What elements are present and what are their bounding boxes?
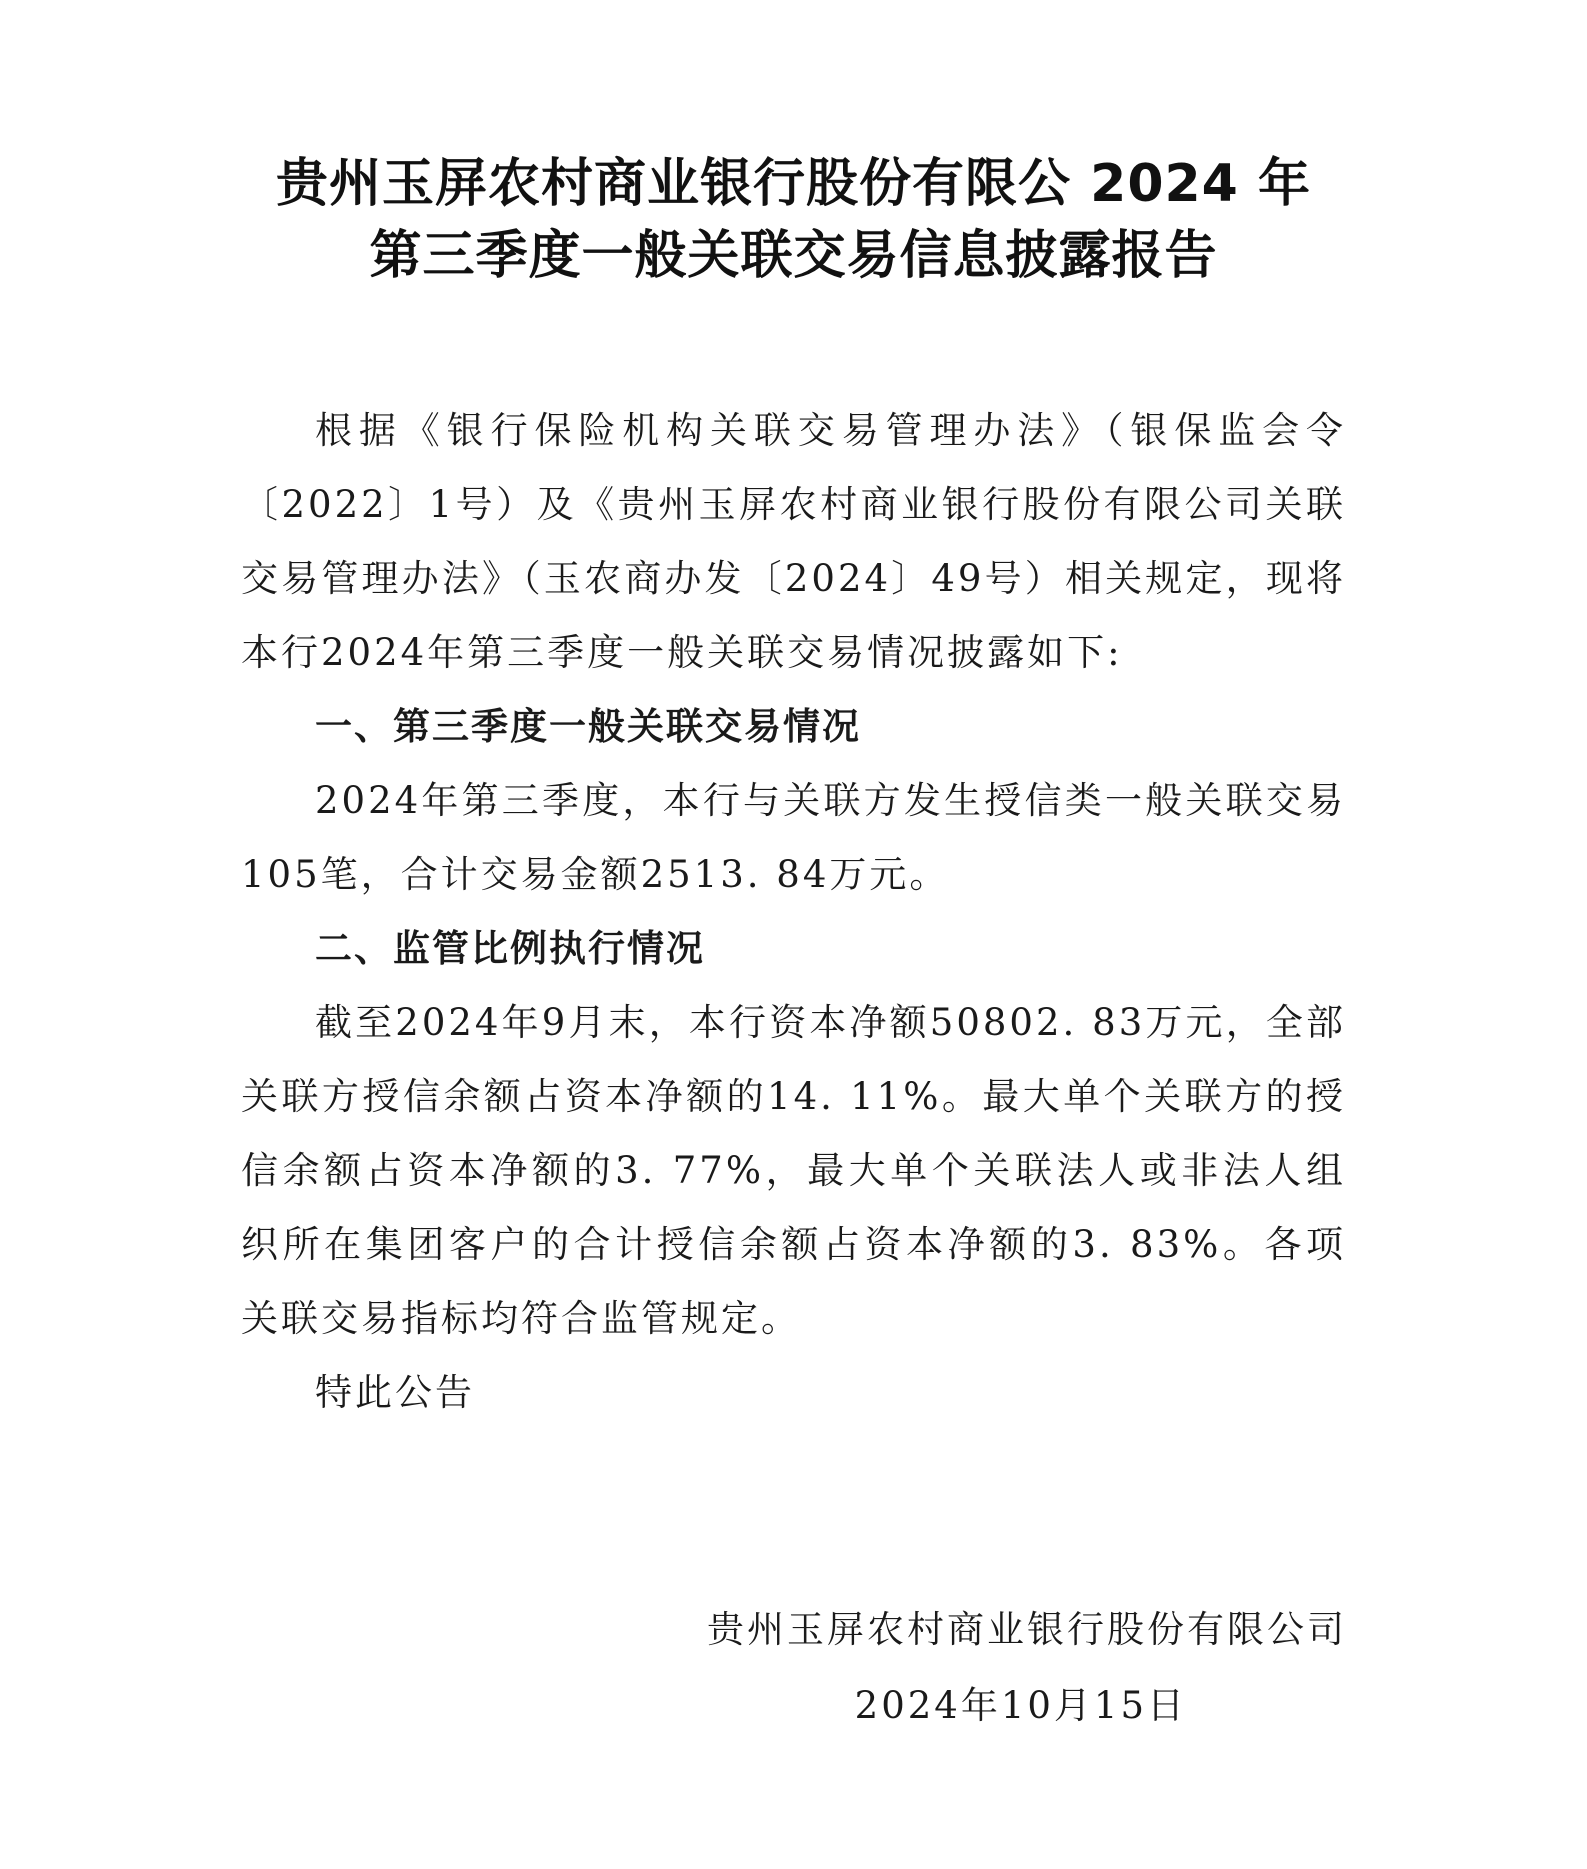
intro-paragraph: 根据《银行保险机构关联交易管理办法》（银保监会令〔2022〕1号）及《贵州玉屏农村商业银行股份有限公司关联交易管理办法》（玉农商办发〔2024〕49号）相关规定，现将本行2024年第三季度一般关联交易情况披露如下:	[241, 409, 1346, 674]
section2-heading: 二、监管比例执行情况	[315, 927, 705, 970]
signature-block	[647, 1592, 1347, 1744]
document-body	[241, 394, 1346, 1430]
section1-paragraph: 2024年第三季度，本行与关联方发生授信类一般关联交易105笔，合计交易金额2513. 84万元。	[241, 779, 1346, 896]
section1-heading: 一、第三季度一般关联交易情况	[315, 705, 861, 748]
document-title	[200, 148, 1387, 292]
title-line-2: 第三季度一般关联交易信息披露报告	[369, 226, 1218, 286]
section2-paragraph: 截至2024年9月末，本行资本净额50802. 83万元，全部关联方授信余额占资本净额的14. 11%。最大单个关联方的授信余额占资本净额的3. 77%，最大单个关联法人或非法人组织所在集团客户的合计授信余额占资本净额的3. 83%。各项关联交易指标均符合监管规定。	[241, 1001, 1346, 1340]
signature-date: 2024年10月15日	[854, 1684, 1187, 1727]
title-line-1: 贵州玉屏农村商业银行股份有限公 2024 年	[276, 154, 1311, 214]
closing-text: 特此公告	[315, 1371, 475, 1414]
signature-organization: 贵州玉屏农村商业银行股份有限公司	[707, 1608, 1347, 1651]
